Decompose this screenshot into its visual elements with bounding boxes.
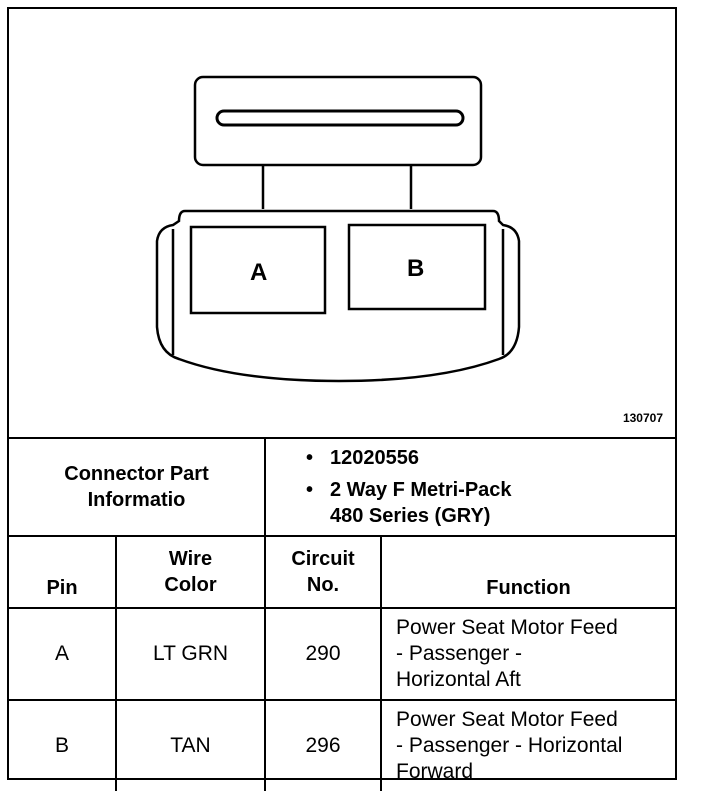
connector-table	[9, 437, 675, 791]
wire-color-cell: TAN	[116, 700, 265, 791]
cavity-a-label: A	[250, 259, 268, 286]
connector-frame	[7, 7, 677, 783]
header-wire-color	[116, 536, 265, 608]
connector-info-label	[9, 438, 265, 536]
function-line: Horizontal Aft	[396, 668, 521, 691]
connector-info-row	[9, 438, 675, 536]
header-circuit	[265, 536, 381, 608]
pin-cell: B	[9, 700, 116, 791]
header-function: Function	[381, 536, 675, 608]
header-pin: Pin	[9, 536, 116, 608]
connector-diagram	[9, 9, 675, 437]
circuit-cell: 296	[265, 700, 381, 791]
function-line: Power Seat Motor Feed	[396, 708, 618, 731]
function-line: Power Seat Motor Feed	[396, 616, 618, 639]
connector-info-label-line1: Connector Part	[64, 463, 209, 485]
connector-latch-slot	[217, 111, 463, 125]
function-cell	[381, 700, 675, 791]
connector-body	[157, 211, 519, 381]
function-line: - Passenger -	[396, 642, 523, 665]
connector-info-details	[265, 438, 675, 536]
connector-drawing	[9, 9, 675, 437]
table-row	[9, 700, 675, 791]
connector-type-line2: 480 Series (GRY)	[330, 505, 491, 527]
function-line: Forward	[396, 760, 474, 783]
function-line: - Passenger - Horizontal	[396, 734, 623, 757]
header-wire-color-line1: Wire	[168, 548, 213, 570]
cavity-b-label: B	[407, 255, 425, 282]
table-row	[9, 608, 675, 700]
wire-color-cell: LT GRN	[116, 608, 265, 700]
part-number: • 12020556	[306, 445, 675, 471]
header-circuit-line2: No.	[306, 574, 340, 596]
connector-latch-housing	[195, 77, 481, 165]
header-circuit-line1: Circuit	[291, 548, 355, 570]
pin-cell: A	[9, 608, 116, 700]
header-wire-color-line2: Color	[164, 574, 217, 596]
function-cell	[381, 608, 675, 700]
figure-id: 130707	[622, 411, 663, 425]
connector-info-label-line2: Informatio	[87, 489, 186, 511]
table-header-row	[9, 536, 675, 608]
connector-type-line1: • 2 Way F Metri-Pack	[306, 477, 675, 503]
circuit-cell: 290	[265, 608, 381, 700]
